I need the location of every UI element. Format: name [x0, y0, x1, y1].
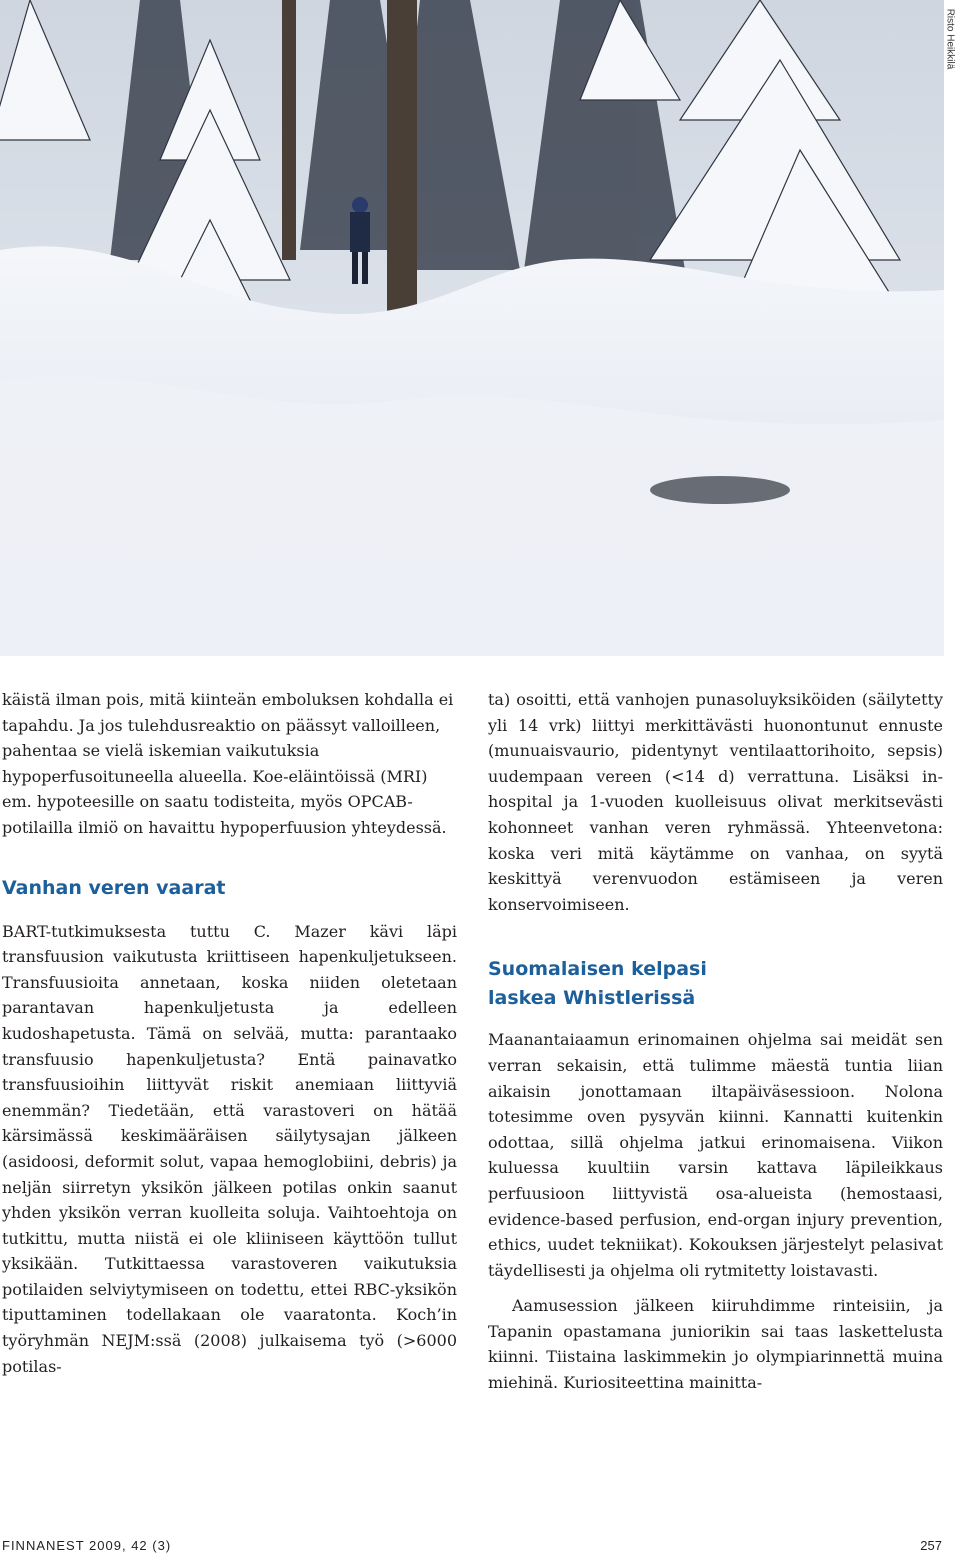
section-heading-whistler	[488, 955, 943, 1013]
left-paragraph-1: käistä ilman pois, mitä kiinteän emboluksen kohdalla ei tapahdu. Ja jos tulehdusreaktio on päässyt valloilleen, pahentaa se vielä iskemian vaikutuksia hypoperfusoituneella alueella. Koe-eläintöissä (MRI) em. hypoteesille on saatu todisteita, myös OPCAB-potilailla ilmiö on havaittu hypoperfuusion yhteydessä.	[2, 690, 454, 837]
right-paragraph-1: ta) osoitti, että vanhojen punasoluyksiköiden (säilytetty yli 14 vrk) liittyi merkittävästi huonontunut ennuste (munuaisvaurio, pidentynyt ventilaattorihoito, sepsis) uudempaan vereen (<14 d) verrattuna. Lisäksi in-hospital ja 1-vuoden kuolleisuus olivat merkitsevästi kohonneet vanhan veren ryhmässä. Yhteenvetona: koska veri mitä käytämme on vanhaa, on syytä keskittyä verenvuodon estämiseen ja veren konservoimiseen.	[488, 690, 943, 914]
photo-credit: Risto Heikkilä	[944, 8, 956, 70]
right-paragraph-3: Aamusession jälkeen kiiruhdimme rinteisiin, ja Tapanin opastamana juniorikin sai taas laskettelusta kiinni. Tiistaina laskimmekin jo olympiarinnettä muina miehinä. Kuriositeettina mainitta-	[488, 1296, 943, 1393]
heading-line-1: Suomalaisen kelpasi	[488, 958, 707, 981]
winter-forest-photo	[0, 0, 944, 656]
right-paragraph-2: Maanantaiaamun erinomainen ohjelma sai meidät sen verran sekaisin, että tulimme mäestä tuntia liian aikaisin jonottamaan iltapäiväsessioon. Nolona totesimme oven pysyvän kiinni. Kannatti kuitenkin odottaa, sillä ohjelma jatkui erinomaisena. Viikon kuluessa kuultiin varsin kattava läpileikkaus perfuusioon liittyvistä osa-alueista (hemostaasi, evidence-based perfusion, end-organ injury prevention, ethics, uudet tekniikat). Kokouksen järjestelyt pelasivat täydellisesti ja ohjelma oli rytmitetty loistavasti.	[488, 1030, 943, 1280]
page-number: 257	[920, 1538, 942, 1553]
heading-line-2: laskea Whistlerissä	[488, 987, 696, 1010]
left-paragraph-2: BART-tutkimuksesta tuttu C. Mazer kävi läpi transfuusion vaikutusta kriittiseen hapenkuljetukseen. Transfuusioita annetaan, koska niiden oletetaan parantavan hapenkuljetusta ja edelleen kudoshapetusta. Tämä on selvää, mutta: parantaako transfuusio hapenkuljetusta? Entä painavatko transfuusioihin liittyvät riskit anemiaan liittyviä enemmän? Tiedetään, että varastoveri on hätää kärsimässä keskimääräisen säilytysajan jälkeen (asidoosi, deformit solut, vapaa hemoglobiini, debris) ja neljän siirretyn yksikön jälkeen potilas onkin saanut yhden yksikön verran kuolleita soluja. Vaihtoehtoja on tutkittu, mutta niistä ei ole kliiniseen käyttöön tullut yksikään. Tutkittaessa varastoveren vaikutuksia potilaiden selviytymiseen on todettu, ettei RBC-yksikön tiputtaminen todellakaan ole vaaratonta. Koch’in työryhmän NEJM:ssä (2008) julkaisema työ (>6000 potilas-	[2, 921, 457, 1376]
left-column	[2, 687, 457, 1379]
section-heading-vanhan-veren-vaarat: Vanhan veren vaarat	[2, 876, 226, 899]
journal-footer: FINNANEST 2009, 42 (3)	[2, 1538, 172, 1553]
right-column	[488, 687, 943, 1396]
snow-scene-illustration	[0, 0, 944, 656]
